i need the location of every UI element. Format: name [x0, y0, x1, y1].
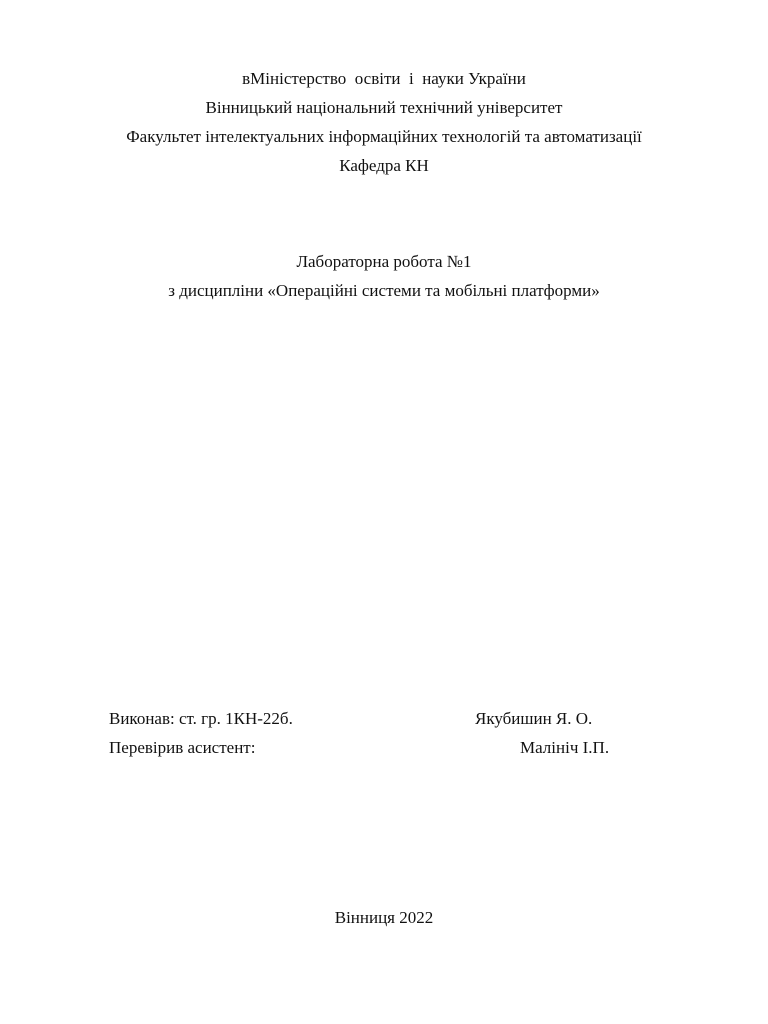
- ministry-line: вМіністерство освіти і науки України: [242, 69, 526, 88]
- performed-label: Виконав: ст. гр. 1КН-22б.: [109, 709, 293, 728]
- university-line: Вінницький національний технічний університет: [205, 98, 563, 117]
- city-year: Вінниця 2022: [334, 908, 434, 927]
- faculty-line: Факультет інтелектуальних інформаційних технологій та автоматизації: [126, 127, 642, 146]
- checked-name: Малініч І.П.: [520, 738, 610, 757]
- performed-name: Якубишин Я. О.: [475, 709, 593, 728]
- discipline-title: з дисципліни «Операційні системи та мобільні платформи»: [168, 281, 600, 300]
- work-title: Лабораторна робота №1: [296, 252, 472, 271]
- checked-label: Перевірив асистент:: [109, 738, 256, 757]
- department-line: Кафедра КН: [339, 156, 429, 175]
